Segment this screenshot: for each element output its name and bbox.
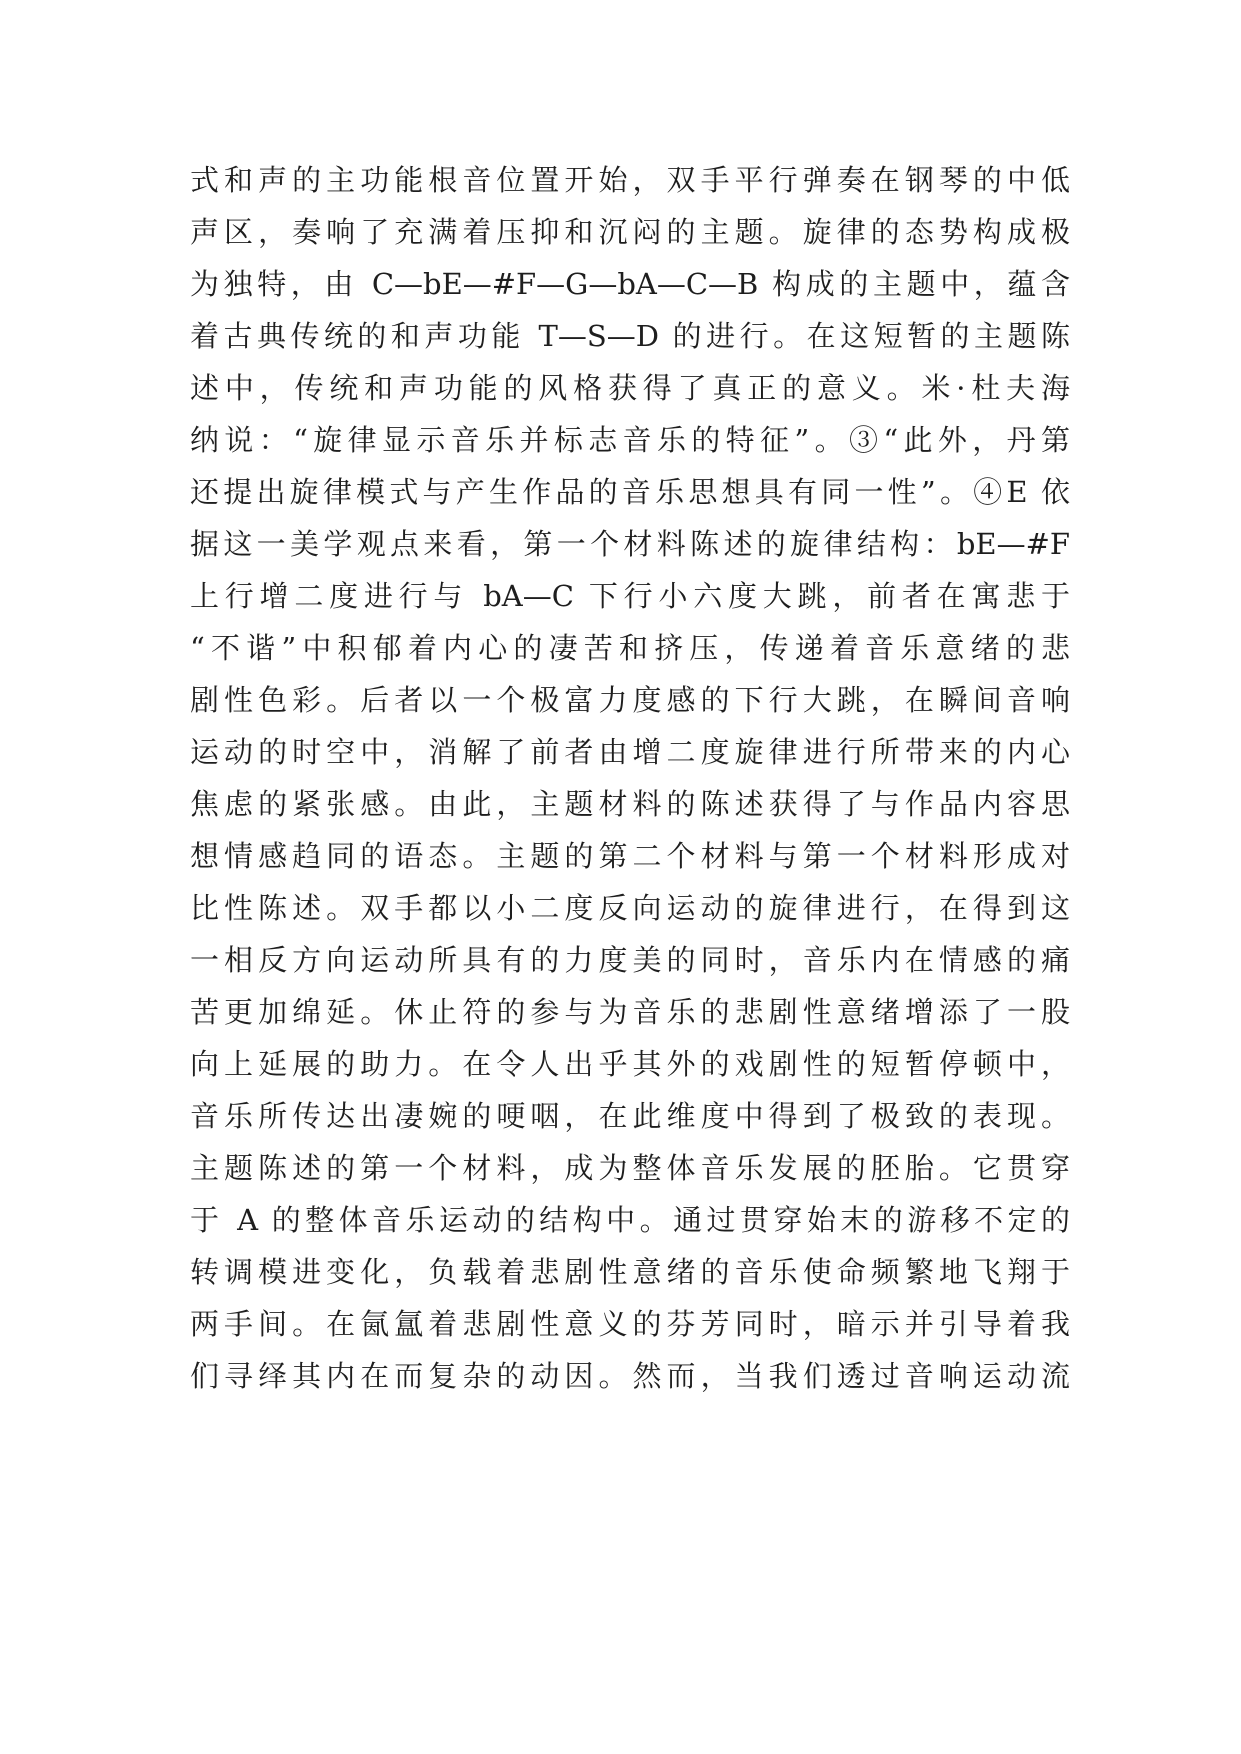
text-line: “不谐”中积郁着内心的凄苦和挤压，传递着音乐意绪的悲 (190, 631, 1070, 665)
text-line: 两手间。在氤氲着悲剧性意义的芬芳同时，暗示并引导着我 (190, 1307, 1070, 1341)
text-line: 苦更加绵延。休止符的参与为音乐的悲剧性意绪增添了一股 (190, 995, 1070, 1029)
text-line: 上行增二度进行与 bA—C 下行小六度大跳，前者在寓悲于 (190, 579, 1070, 613)
text-line: 剧性色彩。后者以一个极富力度感的下行大跳，在瞬间音响 (190, 683, 1070, 717)
text-line: 想情感趋同的语态。主题的第二个材料与第一个材料形成对 (190, 839, 1070, 873)
text-line: 运动的时空中，消解了前者由增二度旋律进行所带来的内心 (190, 735, 1070, 769)
text-line: 据这一美学观点来看，第一个材料陈述的旋律结构：bE—#F (190, 527, 1070, 561)
text-line: 于 A 的整体音乐运动的结构中。通过贯穿始末的游移不定的 (190, 1203, 1070, 1237)
text-line: 音乐所传达出凄婉的哽咽，在此维度中得到了极致的表现。 (190, 1099, 1070, 1133)
text-line: 主题陈述的第一个材料，成为整体音乐发展的胚胎。它贯穿 (190, 1151, 1070, 1185)
text-line: 纳说：“旋律显示音乐并标志音乐的特征”。③“此外，丹第 (190, 423, 1070, 457)
text-line: 一相反方向运动所具有的力度美的同时，音乐内在情感的痛 (190, 943, 1070, 977)
text-line: 述中，传统和声功能的风格获得了真正的意义。米·杜夫海 (190, 371, 1070, 405)
text-line: 向上延展的助力。在令人出乎其外的戏剧性的短暂停顿中， (190, 1047, 1070, 1081)
text-line: 式和声的主功能根音位置开始，双手平行弹奏在钢琴的中低 (190, 163, 1070, 197)
text-line: 们寻绎其内在而复杂的动因。然而，当我们透过音响运动流 (190, 1359, 1070, 1393)
text-line: 为独特，由 C—bE—#F—G—bA—C—B 构成的主题中，蕴含 (190, 267, 1070, 301)
text-line: 着古典传统的和声功能 T—S—D 的进行。在这短暂的主题陈 (190, 319, 1070, 353)
text-line: 转调模进变化，负载着悲剧性意绪的音乐使命频繁地飞翔于 (190, 1255, 1070, 1289)
body-text (190, 154, 1070, 1402)
text-line: 焦虑的紧张感。由此，主题材料的陈述获得了与作品内容思 (190, 787, 1070, 821)
text-line: 比性陈述。双手都以小二度反向运动的旋律进行，在得到这 (190, 891, 1070, 925)
text-line: 声区，奏响了充满着压抑和沉闷的主题。旋律的态势构成极 (190, 215, 1070, 249)
text-line: 还提出旋律模式与产生作品的音乐思想具有同一性”。④E 依 (190, 475, 1070, 509)
